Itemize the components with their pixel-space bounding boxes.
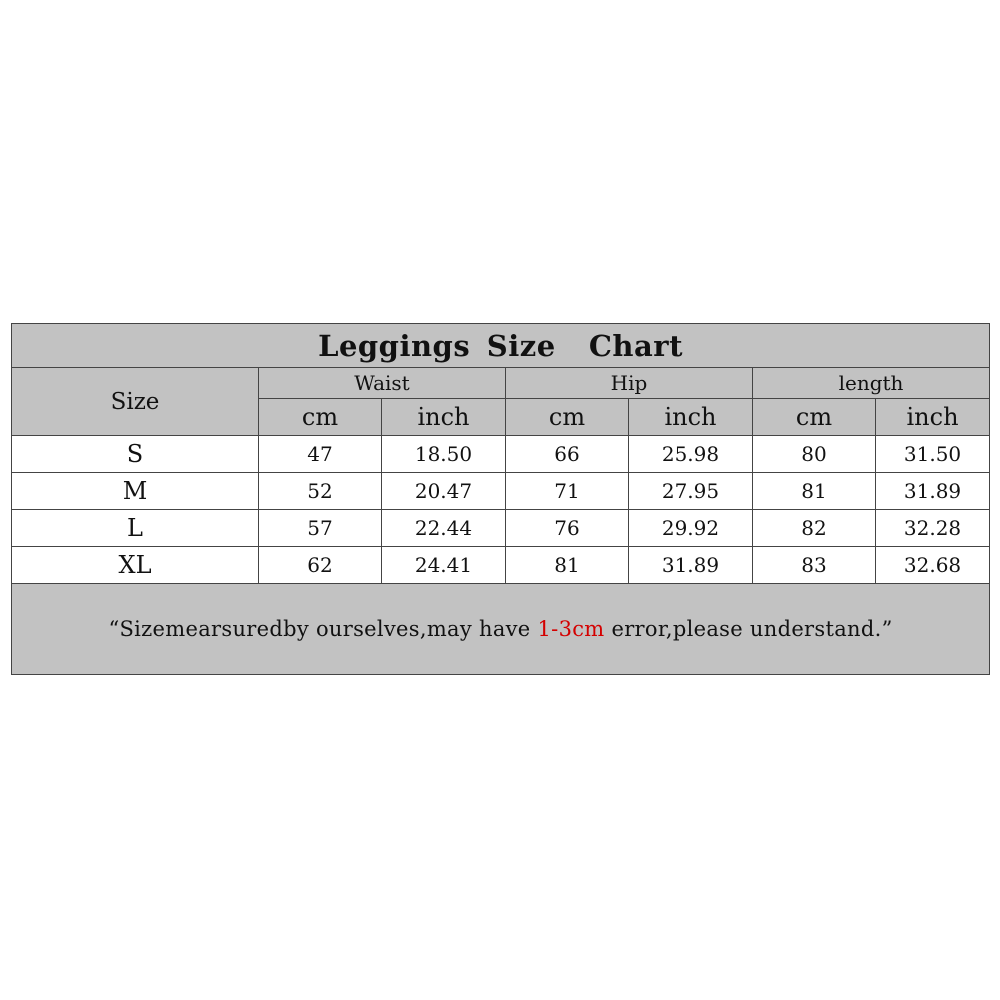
table-cell: 18.50 <box>382 436 506 473</box>
table-cell: 52 <box>259 473 382 510</box>
table-cell: 29.92 <box>629 510 753 547</box>
note-error-range: 1-3cm <box>537 617 605 641</box>
unit-header: inch <box>382 399 506 436</box>
note-text-start: “Sizemearsuredby ourselves,may have <box>108 617 538 641</box>
table-cell: 57 <box>259 510 382 547</box>
size-label: M <box>12 473 259 510</box>
table-cell: 20.47 <box>382 473 506 510</box>
table-cell: 24.41 <box>382 547 506 584</box>
table-row <box>12 473 990 510</box>
group-header-row <box>12 368 990 399</box>
table-cell: 83 <box>753 547 876 584</box>
size-column-header: Size <box>12 368 259 436</box>
table-cell: 66 <box>506 436 629 473</box>
table-cell: 31.50 <box>876 436 990 473</box>
table-cell: 76 <box>506 510 629 547</box>
table-cell: 31.89 <box>629 547 753 584</box>
unit-header: inch <box>629 399 753 436</box>
unit-header: cm <box>753 399 876 436</box>
group-header-length: length <box>753 368 990 399</box>
title-row <box>12 324 990 368</box>
group-header-waist: Waist <box>259 368 506 399</box>
table-cell: 62 <box>259 547 382 584</box>
size-label: S <box>12 436 259 473</box>
table-cell: 32.28 <box>876 510 990 547</box>
table-cell: 82 <box>753 510 876 547</box>
group-header-hip: Hip <box>506 368 753 399</box>
table-cell: 25.98 <box>629 436 753 473</box>
table-cell: 81 <box>506 547 629 584</box>
size-label: L <box>12 510 259 547</box>
table-row <box>12 510 990 547</box>
table-cell: 47 <box>259 436 382 473</box>
unit-header: cm <box>506 399 629 436</box>
table-cell: 80 <box>753 436 876 473</box>
size-chart-table <box>11 323 990 675</box>
note-text-end: error,please understand.” <box>604 617 893 641</box>
table-cell: 22.44 <box>382 510 506 547</box>
table-cell: 27.95 <box>629 473 753 510</box>
table-cell: 32.68 <box>876 547 990 584</box>
chart-title: Leggings Size Chart <box>12 324 990 368</box>
unit-header: cm <box>259 399 382 436</box>
table-cell: 71 <box>506 473 629 510</box>
table-row <box>12 547 990 584</box>
unit-header: inch <box>876 399 990 436</box>
table-cell: 31.89 <box>876 473 990 510</box>
size-label: XL <box>12 547 259 584</box>
note-row <box>12 584 990 675</box>
table-row <box>12 436 990 473</box>
table-cell: 81 <box>753 473 876 510</box>
measurement-note <box>12 584 990 675</box>
